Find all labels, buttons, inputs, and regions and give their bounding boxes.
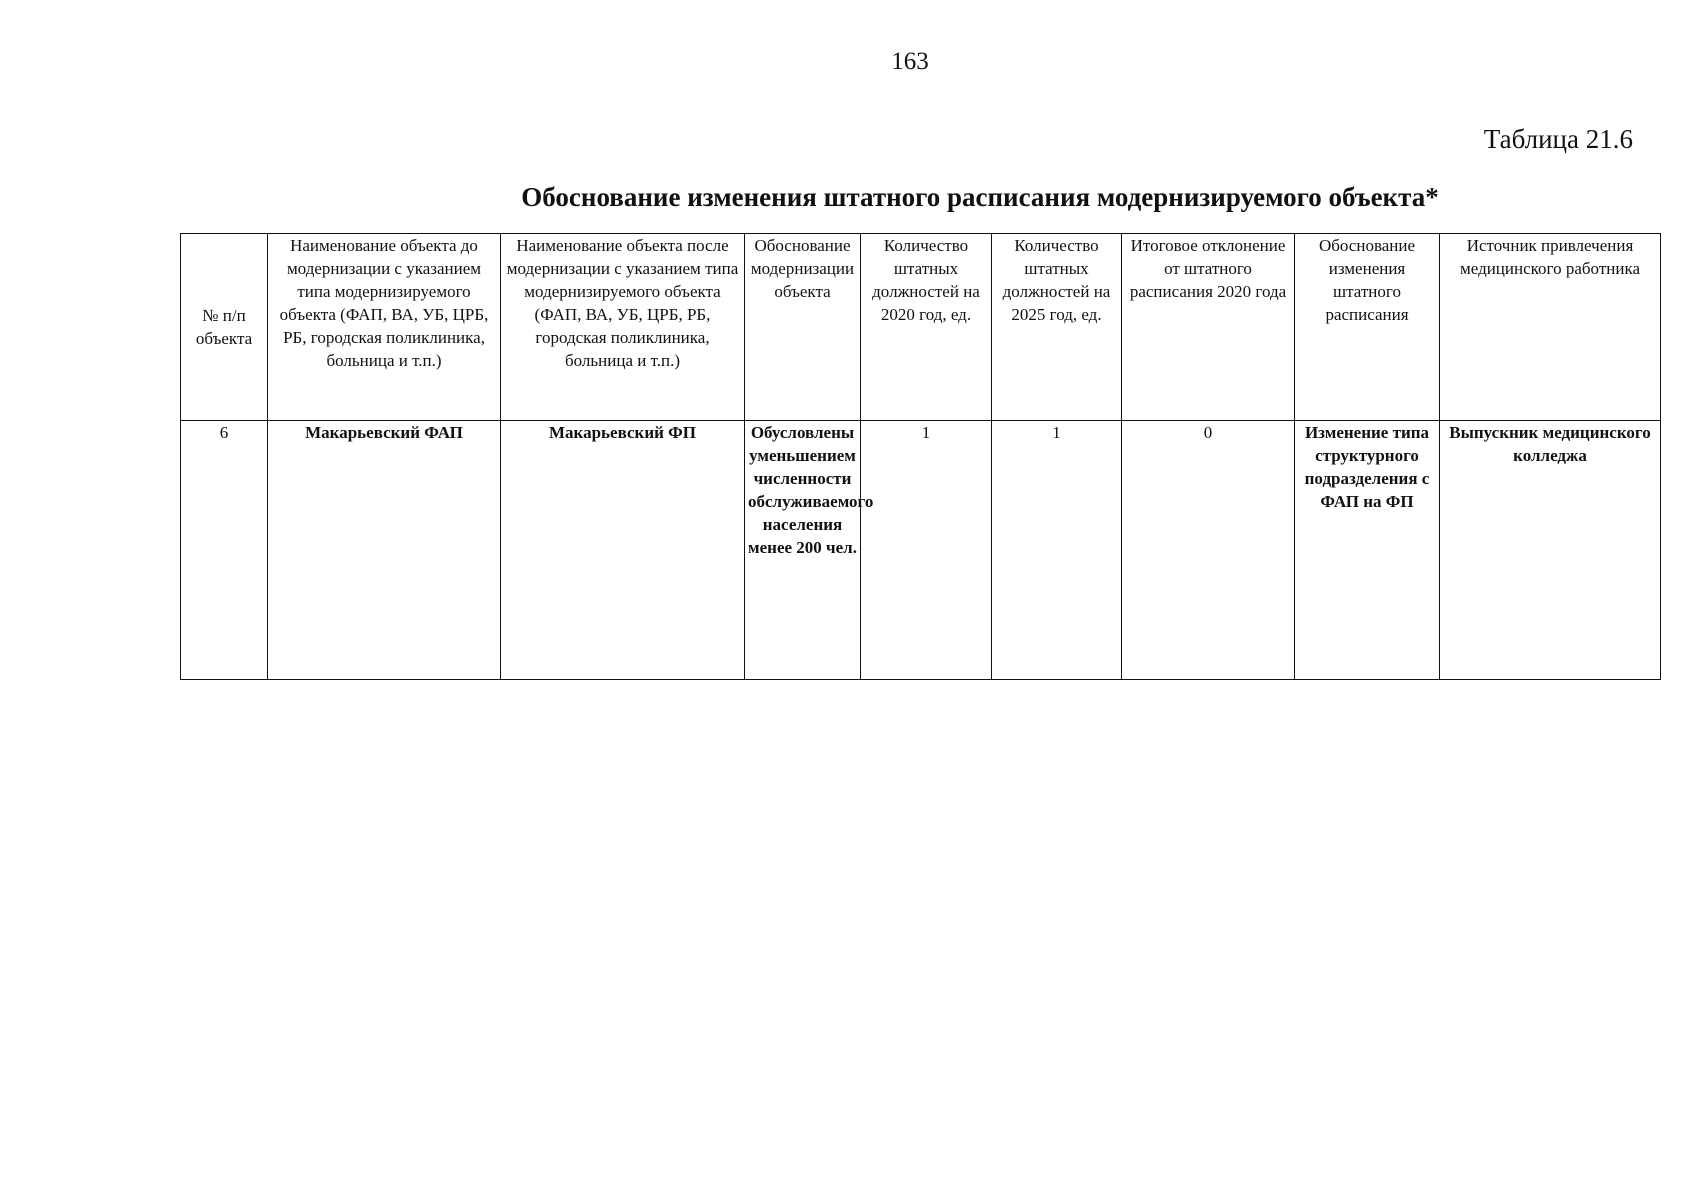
header-count-2025: Количество штатных должностей на 2025 год, ед.: [992, 234, 1122, 421]
page-number: 163: [891, 48, 929, 75]
header-count-2020: Количество штатных должностей на 2020 год, ед.: [861, 234, 992, 421]
header-staff-change-reason: Обоснование изменения штатного расписания: [1295, 234, 1440, 421]
cell-name-before: Макарьевский ФАП: [268, 421, 501, 680]
cell-count-2020: 1: [861, 421, 992, 680]
cell-source: Выпускник медицинского колледжа: [1440, 421, 1661, 680]
header-name-after: Наименование объекта после модернизации с указанием типа модернизируемого объекта (ФАП, ВА, УБ, ЦРБ, РБ, городская поликлиника, больница и т.п.): [501, 234, 745, 421]
cell-deviation: 0: [1122, 421, 1295, 680]
header-name-before: Наименование объекта до модернизации с указанием типа модернизируемого объекта (ФАП, ВА, УБ, ЦРБ, РБ, городская поликлиника, больница и т.п.): [268, 234, 501, 421]
cell-staff-change-reason: Изменение типа структурного подразделения с ФАП на ФП: [1295, 421, 1440, 680]
header-justification: Обоснование модернизации объекта: [745, 234, 861, 421]
cell-justification: Обусловлены уменьшением численности обслуживаемого населения менее 200 чел.: [745, 421, 861, 680]
cell-num: 6: [181, 421, 268, 680]
document-title: Обоснование изменения штатного расписания модернизируемого объекта*: [521, 182, 1439, 212]
header-deviation: Итоговое отклонение от штатного расписания 2020 года: [1122, 234, 1295, 421]
header-num: № п/п объекта: [181, 234, 268, 421]
staff-schedule-table: [180, 233, 1661, 680]
table-caption: Таблица 21.6: [1483, 124, 1633, 154]
table-header-row: [181, 234, 1661, 421]
header-source: Источник привлечения медицинского работника: [1440, 234, 1661, 421]
cell-count-2025: 1: [992, 421, 1122, 680]
cell-name-after: Макарьевский ФП: [501, 421, 745, 680]
table-row: [181, 421, 1661, 680]
